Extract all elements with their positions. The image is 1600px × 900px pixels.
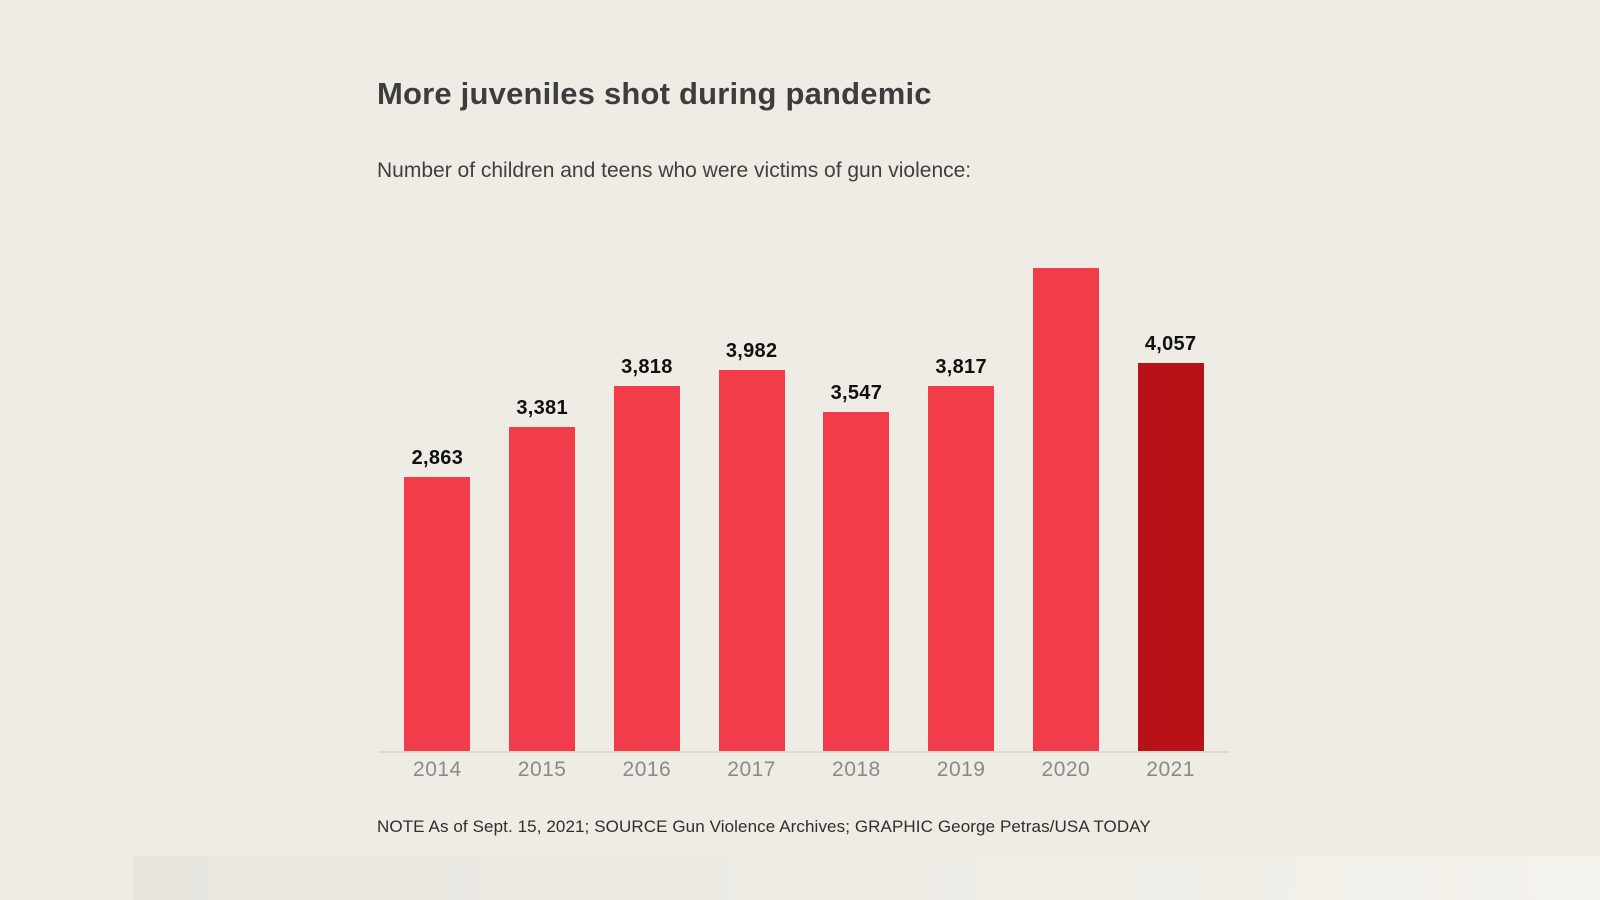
bar-column-2017 [699, 200, 804, 751]
x-axis-label-2021: 2021 [1146, 758, 1195, 781]
bar-value-label-2015: 3,381 [516, 397, 568, 419]
chart-title: More juveniles shot during pandemic [377, 76, 932, 111]
x-axis-label-2018: 2018 [832, 758, 881, 781]
bar-column-2020 [1014, 200, 1119, 751]
x-axis-label-2019: 2019 [936, 758, 986, 781]
bar-column-2019 [909, 200, 1014, 751]
bar-value-label-2014: 2,863 [411, 447, 464, 469]
x-axis-label-2020: 2020 [1041, 758, 1091, 781]
x-axis-label-2017: 2017 [727, 758, 776, 781]
source-note: NOTE As of Sept. 15, 2021; SOURCE Gun Violence Archives; GRAPHIC George Petras/USA TODAY [377, 817, 1151, 836]
x-axis-label-2015: 2015 [517, 758, 567, 781]
bar-2016 [614, 386, 680, 751]
chart-subtitle: Number of children and teens who were victims of gun violence: [377, 159, 972, 182]
bar-column-2021 [1118, 200, 1223, 751]
bar-2019 [928, 386, 994, 751]
page-bottom-band [133, 856, 1600, 900]
bar-value-label-2016: 3,818 [621, 356, 673, 378]
bar-column-2018 [804, 200, 909, 751]
bar-2015 [509, 427, 575, 751]
x-axis-line [378, 751, 1230, 753]
bar-2020 [1033, 268, 1099, 751]
bar-2018 [823, 412, 889, 751]
bar-2017 [719, 370, 785, 751]
bar-2021 [1138, 363, 1204, 751]
bar-value-label-2018: 3,547 [830, 382, 883, 404]
bar-column-2015 [490, 200, 595, 751]
x-axis-label-2016: 2016 [622, 758, 672, 781]
x-axis-label-2014: 2014 [413, 758, 462, 781]
bar-2014 [404, 477, 470, 751]
bar-value-label-2021: 4,057 [1144, 333, 1197, 355]
bar-value-label-2019: 3,817 [935, 356, 987, 378]
bar-column-2016 [595, 200, 700, 751]
bar-value-label-2017: 3,982 [725, 340, 778, 362]
x-axis-labels [385, 758, 1223, 782]
bar-chart [385, 200, 1223, 751]
bar-column-2014 [385, 200, 490, 751]
bars-container [385, 200, 1223, 751]
